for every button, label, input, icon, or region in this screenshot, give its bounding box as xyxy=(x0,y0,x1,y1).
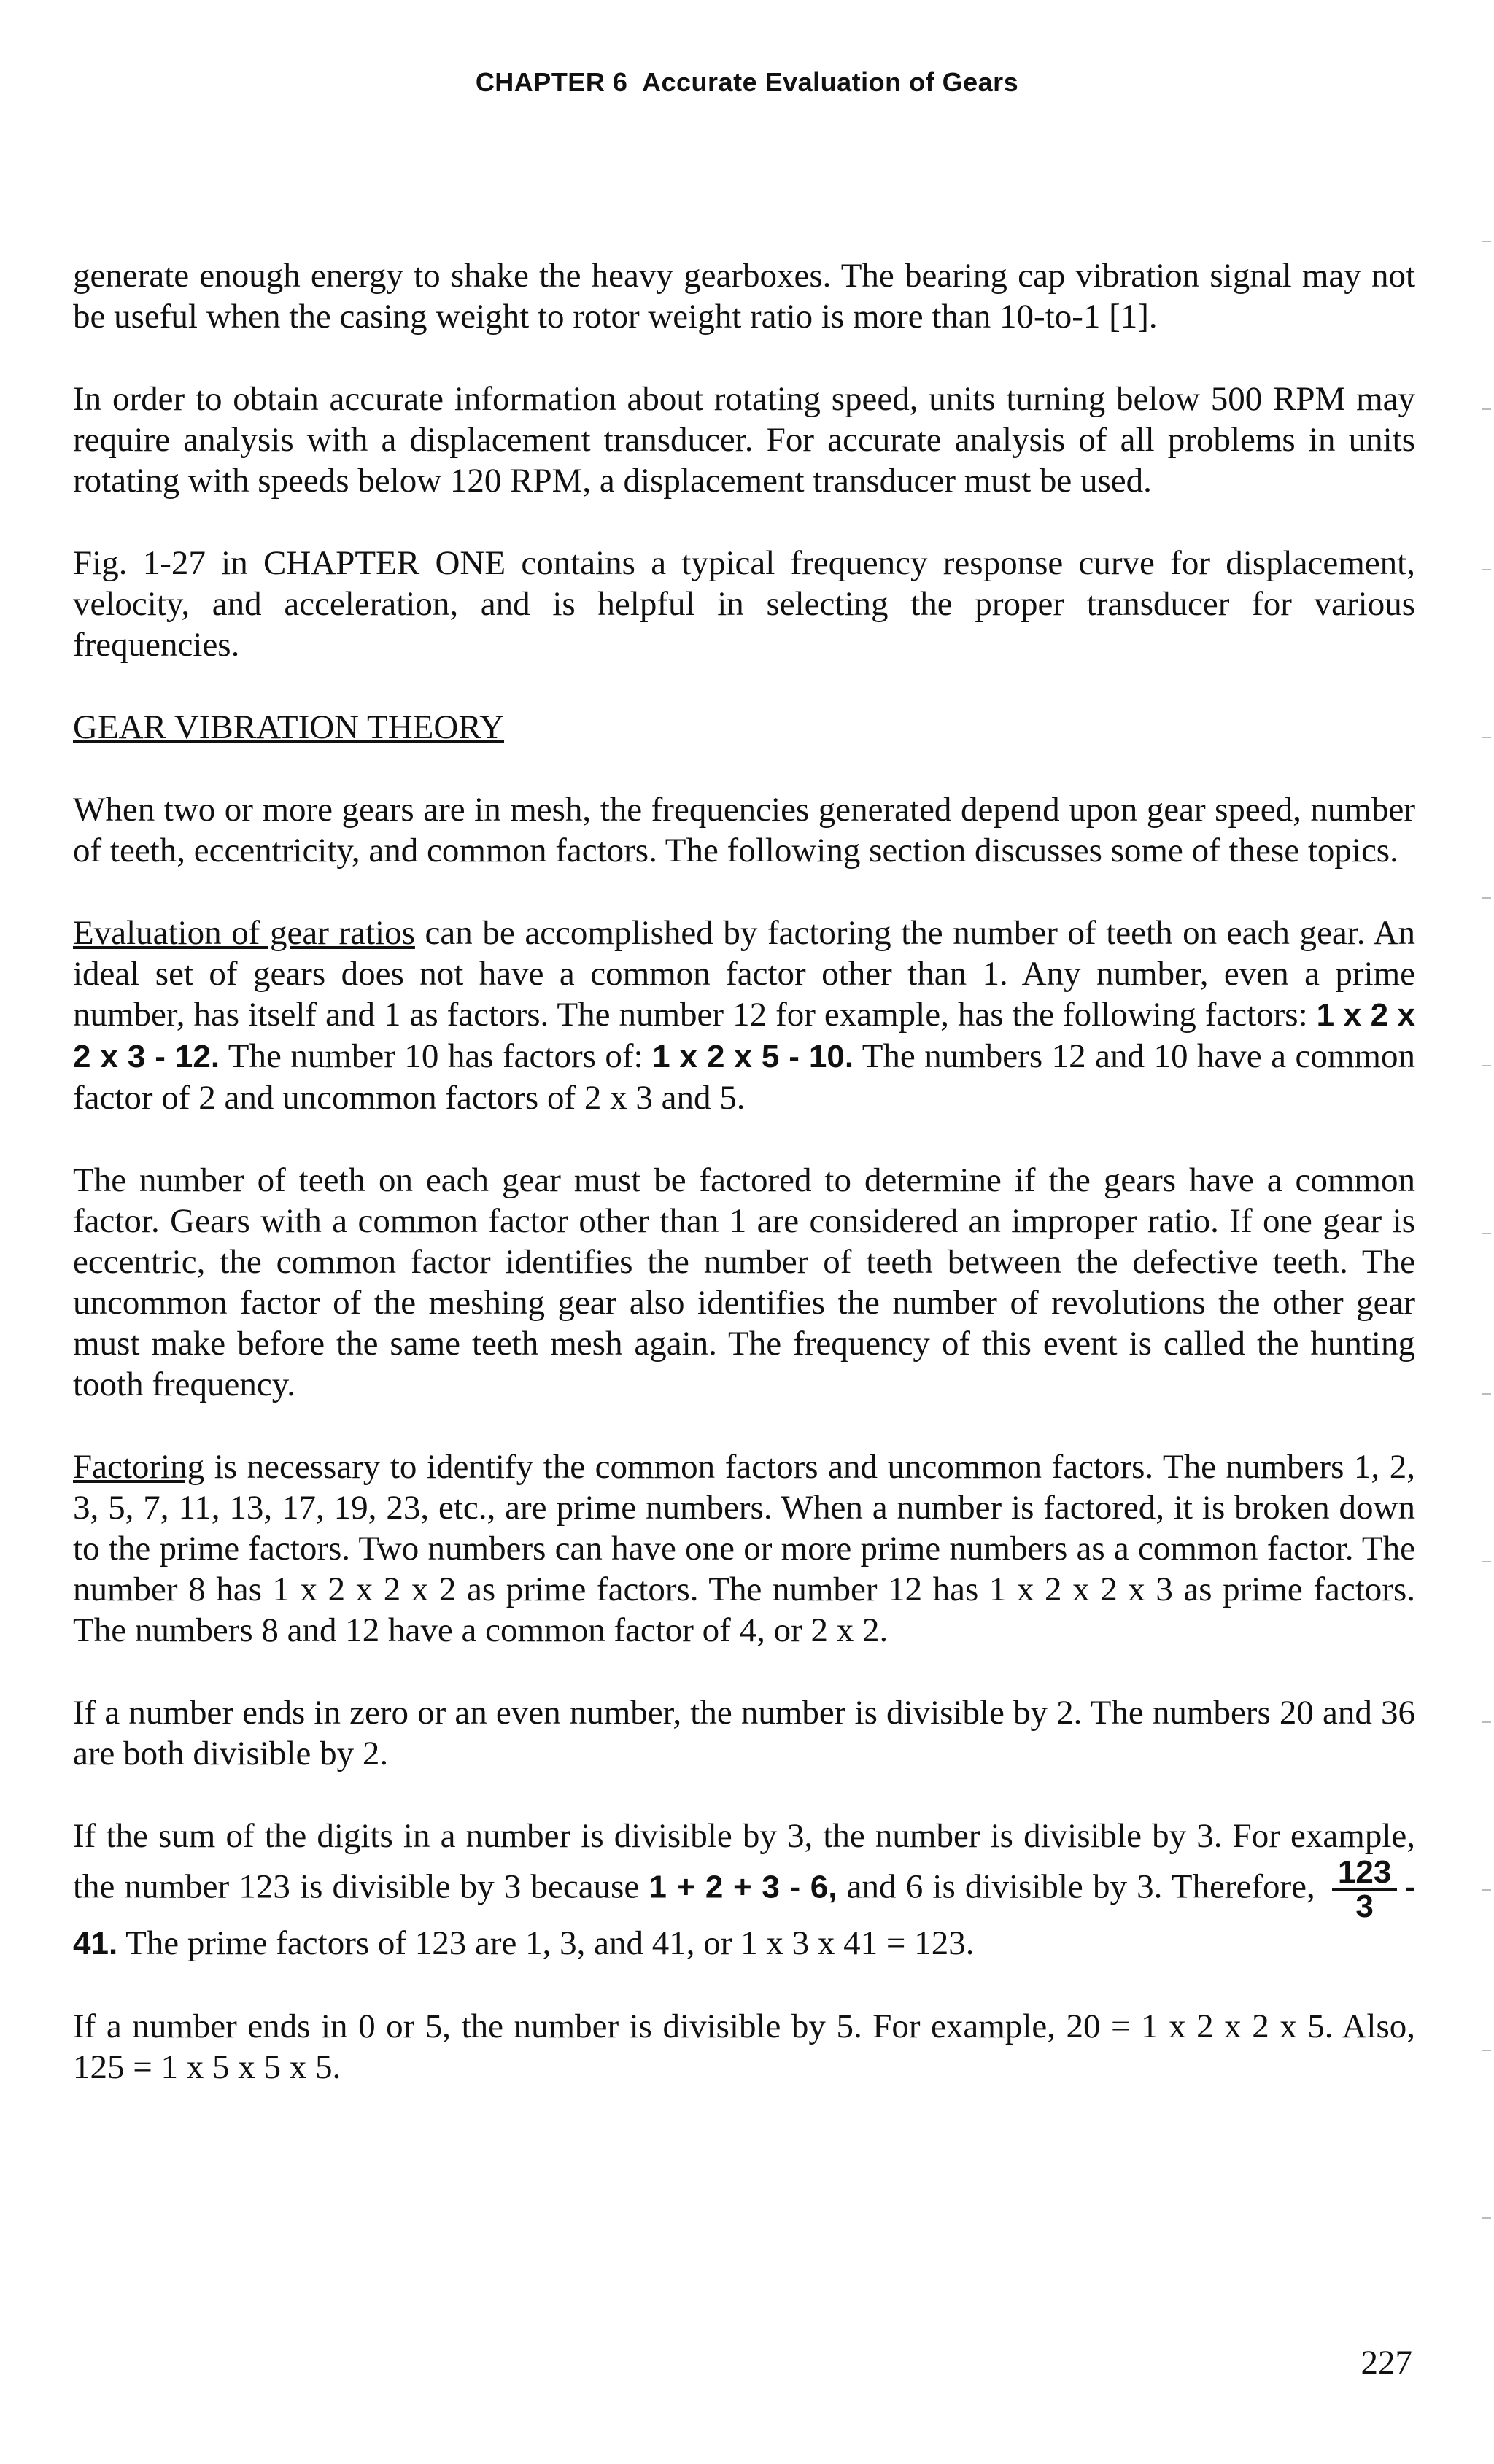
page-number: 227 xyxy=(1361,2344,1412,2382)
paragraph-5-text-1: can be accomplished by factoring the number of teeth on each gear. An ideal set of gears does not have a common factor other than 1. Any number, even a prime number, has itself and 1 as factors. The number 12 for example, has the following factors: xyxy=(73,914,1415,1034)
margin-tick xyxy=(1482,408,1491,410)
fraction-denominator: 3 xyxy=(1355,1888,1374,1924)
paragraph-9-text-2: and 6 is divisible by 3. Therefore, xyxy=(837,1867,1325,1906)
paragraph-10: If a number ends in 0 or 5, the number is divisible by 5. For example, 20 = 1 x 2 x 2 x 5. Also, 125 = 1 x 5 x 5 x 5. xyxy=(73,2007,1415,2086)
body-text xyxy=(73,255,1415,2129)
fraction-123-over-3 xyxy=(1332,1856,1397,1923)
margin-tick xyxy=(1482,737,1491,738)
margin-tick xyxy=(1482,1889,1491,1891)
equation-digit-sum: 1 + 2 + 3 - 6, xyxy=(649,1869,837,1905)
equation-10-factors: 1 x 2 x 5 - 10. xyxy=(652,1039,854,1074)
paragraph-5-text-3: The numbers 12 and 10 have a common factor of 2 and uncommon factors of 2 x 3 and 5. xyxy=(73,1037,1415,1117)
equation-result-41: - 41. xyxy=(73,1869,1415,1961)
margin-tick xyxy=(1482,569,1491,570)
paragraph-1: generate enough energy to shake the heavy gearboxes. The bearing cap vibration signal may not be useful when the casing weight to rotor weight ratio is more than 10-to-1 [1]. xyxy=(73,257,1415,336)
section-heading: GEAR VIBRATION THEORY xyxy=(73,708,505,746)
margin-tick xyxy=(1482,897,1491,899)
paragraph-5 xyxy=(73,913,1415,1118)
paragraph-6: The number of teeth on each gear must be factored to determine if the gears have a common factor. Gears with a common factor other than 1 are considered an improper ratio. If one gear is eccentric, the common factor identifies the number of teeth between the defective teeth. The uncommon factor of the meshing gear also identifies the number of revolutions the other gear must make before the same teeth mesh again. The frequency of this event is called the hunting tooth frequency. xyxy=(73,1161,1415,1403)
paragraph-2: In order to obtain accurate information about rotating speed, units turning below 500 RPM may require analysis with a displacement transducer. For accurate analysis of all problems in units rotating with speeds below 120 RPM, a displacement transducer must be used. xyxy=(73,380,1415,500)
margin-tick-marks xyxy=(1479,0,1494,2464)
margin-tick xyxy=(1482,1561,1491,1562)
term-factoring: Factoring xyxy=(73,1448,205,1486)
term-gear-ratios: Evaluation of gear ratios xyxy=(73,914,415,952)
margin-tick xyxy=(1482,2050,1491,2051)
paragraph-3: Fig. 1-27 in CHAPTER ONE contains a typical frequency response curve for displacement, velocity, and acceleration, and is helpful in selecting the proper transducer for various frequencies. xyxy=(73,544,1415,664)
running-header xyxy=(0,67,1494,98)
chapter-title: Accurate Evaluation of Gears xyxy=(642,67,1019,97)
paragraph-7 xyxy=(73,1446,1415,1651)
paragraph-7-text: is necessary to identify the common factors and uncommon factors. The numbers 1, 2, 3, 5, 7, 11, 13, 17, 19, 23, etc., are prime numbers. When a number is factored, it is broken down to the prime factors. Two numbers can have one or more prime numbers as a common factor. The number 8 has 1 x 2 x 2 x 2 as prime factors. The number 12 has 1 x 2 x 2 x 3 as prime factors. The numbers 8 and 12 have a common factor of 4, or 2 x 2. xyxy=(73,1448,1415,1649)
margin-tick xyxy=(1482,1721,1491,1723)
fraction-numerator: 123 xyxy=(1332,1856,1397,1891)
margin-tick xyxy=(1482,1393,1491,1395)
paragraph-9 xyxy=(73,1816,1415,1964)
margin-tick xyxy=(1482,241,1491,242)
paragraph-9-text-3: The prime factors of 123 are 1, 3, and 41, or 1 x 3 x 41 = 123. xyxy=(117,1924,975,1962)
paragraph-4: When two or more gears are in mesh, the frequencies generated depend upon gear speed, number of teeth, eccentricity, and common factors. The following section discusses some of these topics. xyxy=(73,791,1415,869)
margin-tick xyxy=(1482,2217,1491,2219)
equation-12-factors: 1 x 2 x 2 x 3 - 12. xyxy=(73,997,1416,1074)
paragraph-8: If a number ends in zero or an even number, the number is divisible by 2. The numbers 20 and 36 are both divisible by 2. xyxy=(73,1694,1415,1773)
margin-tick xyxy=(1482,1233,1491,1234)
margin-tick xyxy=(1482,1065,1491,1066)
chapter-label: CHAPTER 6 xyxy=(475,67,628,97)
paragraph-9-text-1: If the sum of the digits in a number is divisible by 3, the number is divisible by 3. For example, the number 123 is divisible by 3 because xyxy=(73,1817,1415,1906)
paragraph-5-text-2: The number 10 has factors of: xyxy=(220,1037,653,1075)
